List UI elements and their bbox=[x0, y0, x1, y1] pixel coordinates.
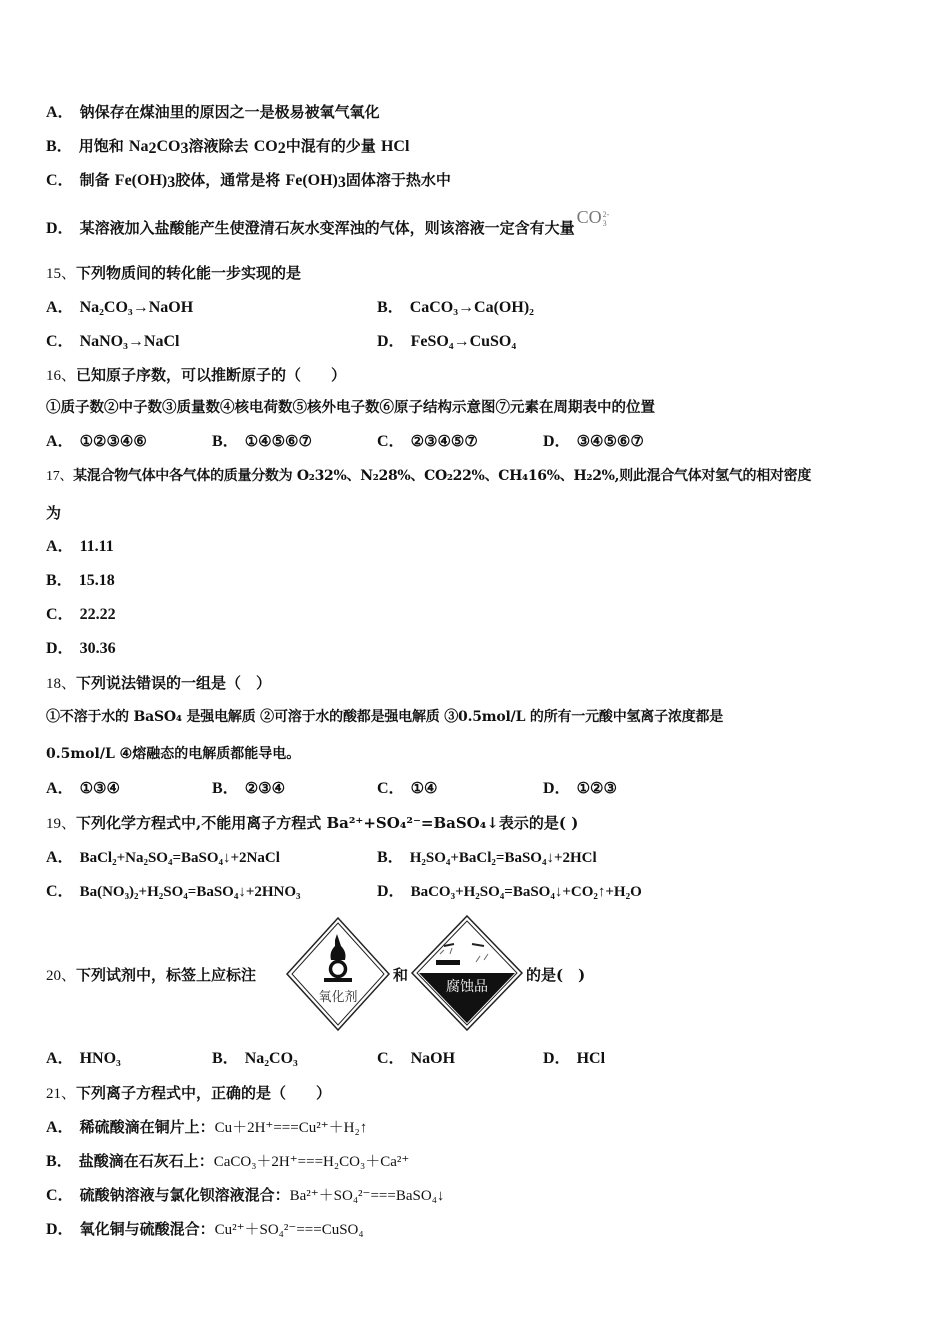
q17-option-a: A． 11.11 bbox=[46, 538, 114, 555]
q14-option-c: C． 制备 $Fe(OH)_3$胶体，通常是将 $Fe(OH)_3$固体溶于热水中 bbox=[46, 171, 451, 191]
corrosive-hazard-label bbox=[410, 914, 524, 1032]
q14-option-a: A． 钠保存在煤油里的原因之一是极易被氧气氧化 bbox=[46, 103, 380, 121]
q18-items-line2: 0.5mol/L ④熔融态的电解质都能导电。 bbox=[46, 746, 301, 762]
q16-option-a: A． ①②③④⑥ bbox=[46, 432, 147, 450]
q19-option-d: D． BaCO₃+H₂SO₄=BaSO₄↓+CO₂↑+H₂O bbox=[377, 883, 642, 900]
q21-option-d: D． 氧化铜与硫酸混合：Cu²⁺＋SO₄²⁻===CuSO₄ bbox=[46, 1220, 364, 1238]
q17-option-c: C． 22.22 bbox=[46, 606, 116, 623]
q14-option-d: D． 某溶液加入盐酸能产生使澄清石灰水变浑浊的气体，则该溶液一定含有大量CO2- 3 bbox=[46, 207, 610, 237]
q17-stem-line1: 17、某混合物气体中各气体的质量分数为 O₂32%、N₂28%、CO₂22%、CH₄16%、H₂2%,则此混合气体对氢气的相对密度 bbox=[46, 468, 812, 484]
q18-option-a: A． ①③④ bbox=[46, 779, 120, 797]
q14-option-b: B． 用饱和 $Na_2CO_3$溶液除去 $CO_2$中混有的少量 HCl bbox=[46, 137, 410, 157]
corrosive-label-text: 腐蚀品 bbox=[446, 979, 488, 995]
q19-option-c: C． Ba(NO₃)₂+H₂SO₄=BaSO₄↓+2HNO₃ bbox=[46, 883, 301, 900]
oxidizer-hazard-label bbox=[285, 916, 391, 1032]
q15-option-d: D． FeSO₄→CuSO₄ bbox=[377, 333, 517, 350]
oxidizer-diamond-icon bbox=[285, 916, 391, 1032]
oxidizer-label-text: 氧化剂 bbox=[318, 990, 358, 1005]
q15-stem: 15、下列物质间的转化能一步实现的是 bbox=[46, 264, 302, 282]
q16-option-d: D． ③④⑤⑥⑦ bbox=[543, 432, 644, 450]
q15-option-b: B． CaCO₃→Ca(OH)₂ bbox=[377, 299, 534, 316]
q17-option-d: D． 30.36 bbox=[46, 640, 116, 657]
q21-option-a: A． 稀硫酸滴在铜片上：Cu＋2H⁺===Cu²⁺＋H₂↑ bbox=[46, 1118, 368, 1136]
q16-option-c: C． ②③④⑤⑦ bbox=[377, 432, 478, 450]
carbonate-ion: CO2- 3 bbox=[576, 207, 610, 228]
q17-stem-line2: 为 bbox=[46, 504, 62, 522]
q20-option-c: C． NaOH bbox=[377, 1050, 456, 1067]
q18-stem: 18、下列说法错误的一组是（ ） bbox=[46, 674, 272, 692]
q20-stem-post: 的是( ) bbox=[526, 966, 586, 984]
q20-option-d: D． HCl bbox=[543, 1050, 606, 1067]
q20-stem-mid: 和 bbox=[393, 966, 409, 984]
q21-option-b: B． 盐酸滴在石灰石上：CaCO₃＋2H⁺===H₂CO₃＋Ca²⁺ bbox=[46, 1152, 410, 1170]
q17-option-b: B． 15.18 bbox=[46, 572, 115, 589]
q19-option-a: A． BaCl₂+Na₂SO₄=BaSO₄↓+2NaCl bbox=[46, 849, 280, 866]
q20-stem-pre: 20、下列试剂中，标签上应标注 bbox=[46, 966, 257, 984]
q18-items-line1: ①不溶于水的 BaSO₄ 是强电解质 ②可溶于水的酸都是强电解质 ③0.5mol/L 的所有一元酸中氢离子浓度都是 bbox=[46, 709, 724, 725]
q16-stem: 16、已知原子序数，可以推断原子的（ ） bbox=[46, 366, 347, 384]
q15-option-c: C． NaNO₃→NaCl bbox=[46, 333, 180, 350]
q20-option-a: A． HNO₃ bbox=[46, 1050, 121, 1067]
q19-option-b: B． H₂SO₄+BaCl₂=BaSO₄↓+2HCl bbox=[377, 849, 597, 866]
q19-stem: 19、下列化学方程式中,不能用离子方程式 Ba²⁺+SO₄²⁻=BaSO₄↓表示的是( ) bbox=[46, 814, 579, 832]
q21-option-c: C． 硫酸钠溶液与氯化钡溶液混合：Ba²⁺＋SO₄²⁻===BaSO₄↓ bbox=[46, 1186, 445, 1204]
q15-option-a: A． Na₂CO₃→NaOH bbox=[46, 299, 194, 316]
q16-items: ①质子数②中子数③质量数④核电荷数⑤核外电子数⑥原子结构示意图⑦元素在周期表中的位置 bbox=[46, 399, 655, 416]
q18-option-c: C． ①④ bbox=[377, 779, 438, 797]
corrosive-diamond-icon bbox=[410, 914, 524, 1032]
q16-option-b: B． ①④⑤⑥⑦ bbox=[212, 432, 312, 450]
q20-option-b: B． Na₂CO₃ bbox=[212, 1050, 298, 1067]
q21-stem: 21、下列离子方程式中，正确的是（ ） bbox=[46, 1084, 332, 1102]
q18-option-b: B． ②③④ bbox=[212, 779, 286, 797]
q18-option-d: D． ①②③ bbox=[543, 779, 617, 797]
